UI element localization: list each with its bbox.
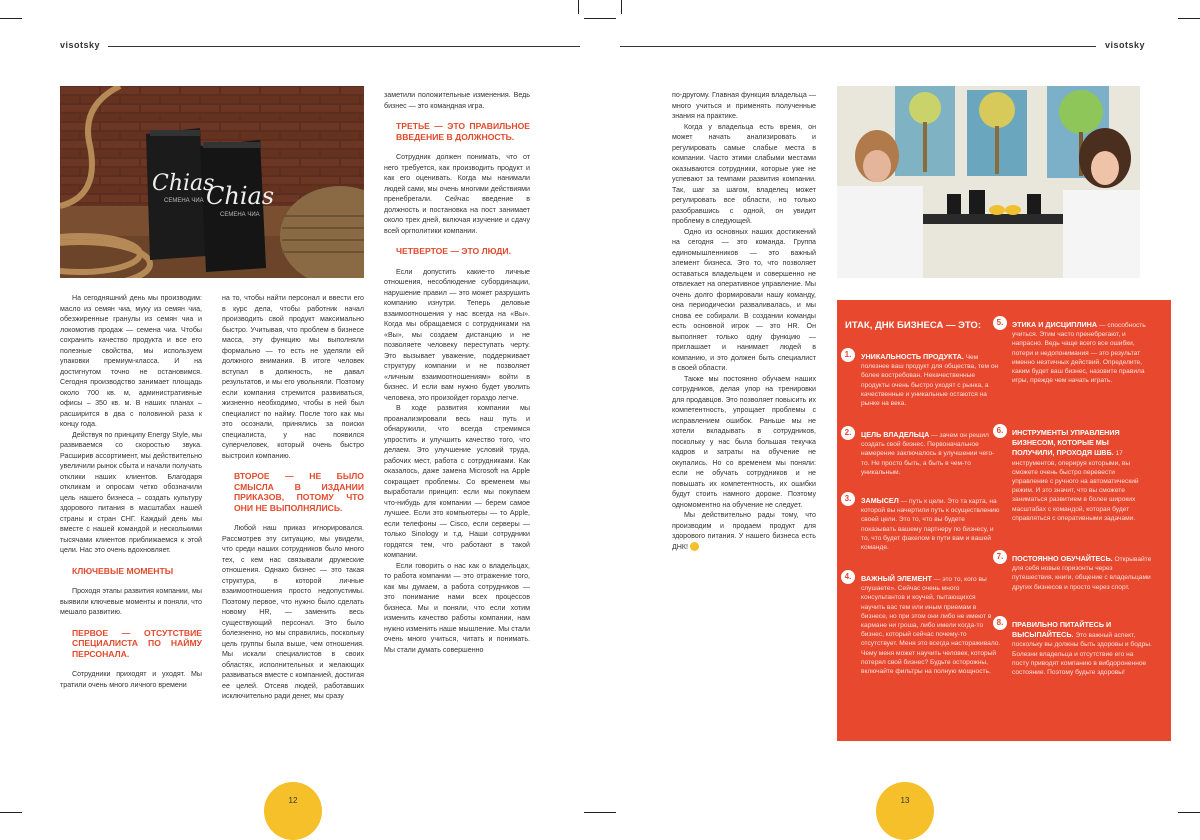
dnk-mark-icon: V [690, 542, 699, 551]
section-heading: КЛЮЧЕВЫЕ МОМЕНТЫ [72, 565, 174, 576]
item-text: Это важный аспект, поскольку вы должны быть здоровы и бодры. Болезни владельца и отсутствие его на посту приводят компанию в вибдороненное состояние. Поэтому будьте здоровы! [1012, 632, 1152, 677]
page-number-badge [876, 782, 934, 840]
item-text: Чем полезнее ваш продукт для общества, тем он более востребован. Некачественные продукты очень быстро уходят с рынка, а качественные и уникальные остаются на рынке на века. [861, 354, 999, 408]
bag-label: Chias [152, 171, 215, 196]
item-number: 6. [993, 424, 1007, 438]
brand-logo: visotsky [60, 40, 101, 50]
item-text: Открывайте для себя новые горизонты через путешествия, книги, общение с владельцами других бизнесов и просто через спорт. [1012, 556, 1152, 591]
closing-sentence: Мы действительно рады тому, что производим и продаем продукт для здорового питания. У нашего бизнеса есть ДНК! [672, 511, 816, 551]
paragraph: В ходе развития компании мы проанализировали весь наш путь и обнаружили, что всегда стремимся упростить и улучшить качество того, что делаем. Это улучшение условий труда, рабочих мест, работа с сотрудниками. Как оказалось, даже замена Microsoft на Apple сокращает проблемы. Со временем мы выработали принцип: если мы покупаем что-нибудь для компании — берем самое лучшее. Если это компьютеры — то Apple, если телефоны — Cisco, если серверы — только Sinology и т.д. Наши сотрудники гордятся тем, что работают в такой компании. [384, 404, 530, 559]
crop-mark [584, 18, 600, 19]
paragraph: Сотрудник должен понимать, что от него требуется, как производить продукт и как его оценивать. Когда мы нанимали людей сами, мы очень многими действиями пренебрегали. Сейчас введение в должность и постановка на пост занимает около трех дней, включая изучение и сдачу всей оргполитики компании. [384, 153, 530, 235]
paragraph [672, 510, 816, 552]
crop-mark [0, 812, 22, 813]
summary-box [837, 300, 1171, 741]
summary-item [1012, 620, 1152, 677]
summary-title: ИТАК, ДНК БИЗНЕСА — ЭТО: [845, 320, 981, 331]
team-photo [837, 86, 1140, 278]
product-photo-art [60, 86, 364, 278]
product-photo [60, 86, 364, 278]
item-label: УНИКАЛЬНОСТЬ ПРОДУКТА. [861, 352, 964, 361]
paragraph: Если допустить какие-то личные отношения, несоблюдение субординации, нарушение правил — это может разрушить компанию изнутри. Теперь деловые взаимоотношения у нас всегда на «Вы». Когда мы обращаемся с сотрудниками на «Вы», мы создаем дистанцию и не позволяете человеку переступать черту. Это вызывает уважение, поддерживает структуру компании и не позволяет «личным взаимоотношениям» войти в бизнес. И если вам нужно будет уволить человека, это произойдет гораздо легче. [384, 267, 530, 402]
team-photo-art [837, 86, 1140, 278]
text-column [672, 90, 816, 552]
item-label: ЦЕЛЬ ВЛАДЕЛЬЦА [861, 430, 930, 439]
item-label: ПОСТОЯННО ОБУЧАЙТЕСЬ. [1012, 554, 1113, 563]
paragraph: на то, чтобы найти персонал и ввести его в курс дела, чтобы работник начал производить свой продукт максимально быстро. Учитывая, что проблем в бизнесе масса, эту функцию мы выполняли формально — то есть не уделяли ей должного внимания. В итоге человек вступал в должность, не давал результатов, и мы его увольняли. Поэтому если компания стремится развиваться, жизненно необходимо, чтобы в ней был специалист по найму. После того как мы это осознали, принялись за поиски специалиста, у нас появился суперчеловек, который очень быстро выстроил компанию. [222, 294, 364, 460]
paragraph: Также мы постоянно обучаем наших сотрудников, делая упор на тренировки для продавцов. Это позволяет повысить их компетентность, упрощает проблемы с исправлением ошибок. Раньше мы не хотели вкладывать в сотрудников, поскольку у нас была большая текучка кадров и затраты на обучение не окупались. Но со временем мы поняли: если не обучать сотрудников и не повышать их компетентность, их ошибки будут стоить намного дороже. Поэтому одномоментно на обучение не следует. [672, 374, 816, 509]
text-column [60, 293, 202, 690]
bag-label: Chias [206, 182, 275, 210]
summary-item [861, 574, 1001, 676]
summary-item [1012, 428, 1152, 523]
item-number: 7. [993, 550, 1007, 564]
crop-mark [1178, 18, 1200, 19]
summary-item [861, 430, 1001, 477]
left-page [0, 0, 600, 832]
section-heading: ТРЕТЬЕ — ЭТО ПРАВИЛЬНОЕ ВВЕДЕНИЕ В ДОЛЖНОСТЬ. [396, 121, 530, 142]
section-heading: ПЕРВОЕ — ОТСУТСТВИЕ СПЕЦИАЛИСТА ПО НАЙМУ ПЕРСОНАЛА. [72, 627, 202, 659]
summary-item [1012, 554, 1152, 592]
crop-mark [600, 812, 616, 813]
text-column [384, 90, 530, 655]
paragraph: На сегодняшний день мы производим: масло из семян чиа, муку из семян чиа, обезжиренные гранулы из семян чиа и локомотив продаж — семена чиа. Чтобы сохранить качество продукта и все его полезные свойства, мы используем упаковки премиум-класса. И на достигнутом точно не остановимся. Сегодня производство занимает площадь около 700 кв. м, административные офисы – 350 кв. м. В наших планах – расширится в два с половиной раза к концу года. [60, 294, 202, 428]
item-label: ПРАВИЛЬНО ПИТАЙТЕСЬ И ВЫСЫПАЙТЕСЬ. [1012, 620, 1112, 640]
item-label: ВАЖНЫЙ ЭЛЕМЕНТ [861, 574, 932, 583]
brand-logo: visotsky [1105, 40, 1146, 50]
crop-mark [600, 18, 616, 19]
page-number-badge [264, 782, 322, 840]
item-text: — способность учиться. Этим часто пренебрегают, и напрасно. Ведь чаще всего все ошибки, потери и недопонимания — это результат именно неэтичных действий. Определите, каким будет ваш бизнес, назовите правила игры, прежде чем начать играть. [1012, 322, 1146, 385]
paragraph: Проходя этапы развития компании, мы выявили ключевые моменты и поняли, что мешало развитию. [60, 587, 202, 616]
section-heading: ВТОРОЕ — НЕ БЫЛО СМЫСЛА В ИЗДАНИИ ПРИКАЗОВ, ПОТОМУ ЧТО ОНИ НЕ ВЫПОЛНЯЛИСЬ. [234, 471, 364, 513]
item-number: 4. [841, 570, 855, 584]
bag-sublabel: СЕМЕНА ЧИА [164, 198, 204, 204]
item-label: ЭТИКА И ДИСЦИПЛИНА [1012, 320, 1098, 329]
summary-item [861, 496, 1001, 552]
item-label: ИНСТРУМЕНТЫ УПРАВЛЕНИЯ БИЗНЕСОМ, КОТОРЫЕ МЫ ПОЛУЧИЛИ, ПРОХОДЯ ШВБ. [1012, 428, 1120, 458]
summary-item [1012, 320, 1152, 385]
summary-item [861, 352, 1001, 408]
paragraph: Любой наш приказ игнорировался. Рассмотрев эту ситуацию, мы увидели, что среди наших сотрудников было много тех, с кем нас связывали дружеские отношения. Однако бизнес — это такая структура, в которой личные взаимоотношения просто недопустимы. Поэтому первое, что нужно было сделать новому HR, — заменить весь существующий персонал. Это было болезненно, но мы справились, поскольку цель группы была выше, чем отношения. Мы искали специалистов в своих областях, исполнительных и желающих развиваться вместе с компанией, достигая ее целей. Отсеяв людей, работавших исключительно ради денег, мы сразу [222, 524, 364, 700]
text-column [222, 293, 364, 702]
paragraph: по-другому. Главная функция владельца — много учиться и применять полученные знания на практике. [672, 91, 816, 120]
paragraph: Если говорить о нас как о владельцах, то работа компании — это отражение того, как мы думаем, а работа сотрудников — это понимание нами всех процессов бизнеса. Мы и поняли, что если хотим изменить качество работы компании, нам нужно изменить наше мышление. Мы стали очень много учиться, читать и понимать. Мы стали думать совершенно [384, 561, 530, 654]
page-number: 12 [288, 796, 298, 805]
paragraph: заметили положительные изменения. Ведь бизнес — это командная игра. [384, 91, 530, 110]
bag-sublabel: СЕМЕНА ЧИА [220, 212, 260, 218]
page-number: 13 [900, 796, 910, 805]
item-text: 17 инструментов, оперируя которыми, вы сможете очень быстро перевести управление с ручного на автоматический режим. И это значит, что вы сможете заниматься развитием в более широких масштабах с командой, которая будет справляться с оперативными задачами. [1012, 450, 1139, 522]
item-number: 1. [841, 348, 855, 362]
item-number: 3. [841, 492, 855, 506]
item-text: — это то, кого вы слушаете». Сейчас очень много консультантов и коучей, пытающихся научить вас тем или иным приемам в бизнесе, но при этом они либо не имеют в кармане ни гроша, либо имели когда-то бизнес, который сейчас почему-то отсутствует. Меня это всегда настораживало. Чему меня может научить человек, который потерял свой бизнес? Будьте осторожны, включайте фильтры на полную мощность. [861, 576, 1001, 676]
header-rule [620, 46, 1096, 47]
paragraph: Одно из основных наших достижений на сегодня — это команда. Группа единомышленников — это важный элемент бизнеса. Это то, что позволяет оставаться владельцем и совершенно не отвлекает на оперативное управление. Мы очень долго формировали нашу команду, она периодически разваливалась, и мы снова ее собирали. В создании команды есть основной игрок — это HR. Он выполняет только одну функцию — приглашает и нанимает людей в компанию, и это должен быть специалист в своей области. [672, 227, 816, 372]
item-number: 5. [993, 316, 1007, 330]
item-number: 8. [993, 616, 1007, 630]
item-number: 2. [841, 426, 855, 440]
crop-mark [1178, 812, 1200, 813]
paragraph: Сотрудники приходят и уходят. Мы тратили очень много личного времени [60, 670, 202, 689]
section-heading: ЧЕТВЕРТОЕ — ЭТО ЛЮДИ. [396, 246, 511, 256]
item-label: ЗАМЫСЕЛ [861, 496, 899, 505]
header-rule [108, 46, 580, 47]
paragraph: Когда у владельца есть время, он может начать анализировать и регулировать самые слабые места в компании. Часто этими слабыми местами оказываются сотрудники, которые уже не успевают за темпами развития компании. Так, шаг за шагом, владелец может регулировать все области, но только разобравшись с одной, он увидит проблему в следующей. [672, 122, 816, 225]
paragraph: Действуя по принципу Energy Style, мы развиваемся со скоростью звука. Расширив ассортимент, мы действительно увеличили рынок сбыта и начали получать отклики наших клиентов. Благодаря откликам и опросам четко обозначили цель нашего бизнеса – создать культуру здорового питания в масштабах нашей страны и стран СНГ. Каждый день мы вместе с нашей командой и несколькими тысячами клиентов приближаемся к этой цели. Нас это очень вдохновляет. [60, 430, 202, 554]
crop-mark [578, 0, 579, 14]
item-text: — зачем он решил создать свой бизнес. Первоначальное намерение заключалось в улучшении чего-то. Не просто быть, а быть в чем-то уникальным. [861, 432, 995, 476]
crop-mark [0, 18, 22, 19]
crop-mark [584, 812, 600, 813]
crop-mark [621, 0, 622, 14]
item-text: — путь к цели. Это та карта, на которой вы начертили путь к осуществлению своей цели. Это то, что вы будете показывать вашему партнеру по бизнесу, и то, что будет факелом в пути вам и вашей команде. [861, 498, 1000, 552]
